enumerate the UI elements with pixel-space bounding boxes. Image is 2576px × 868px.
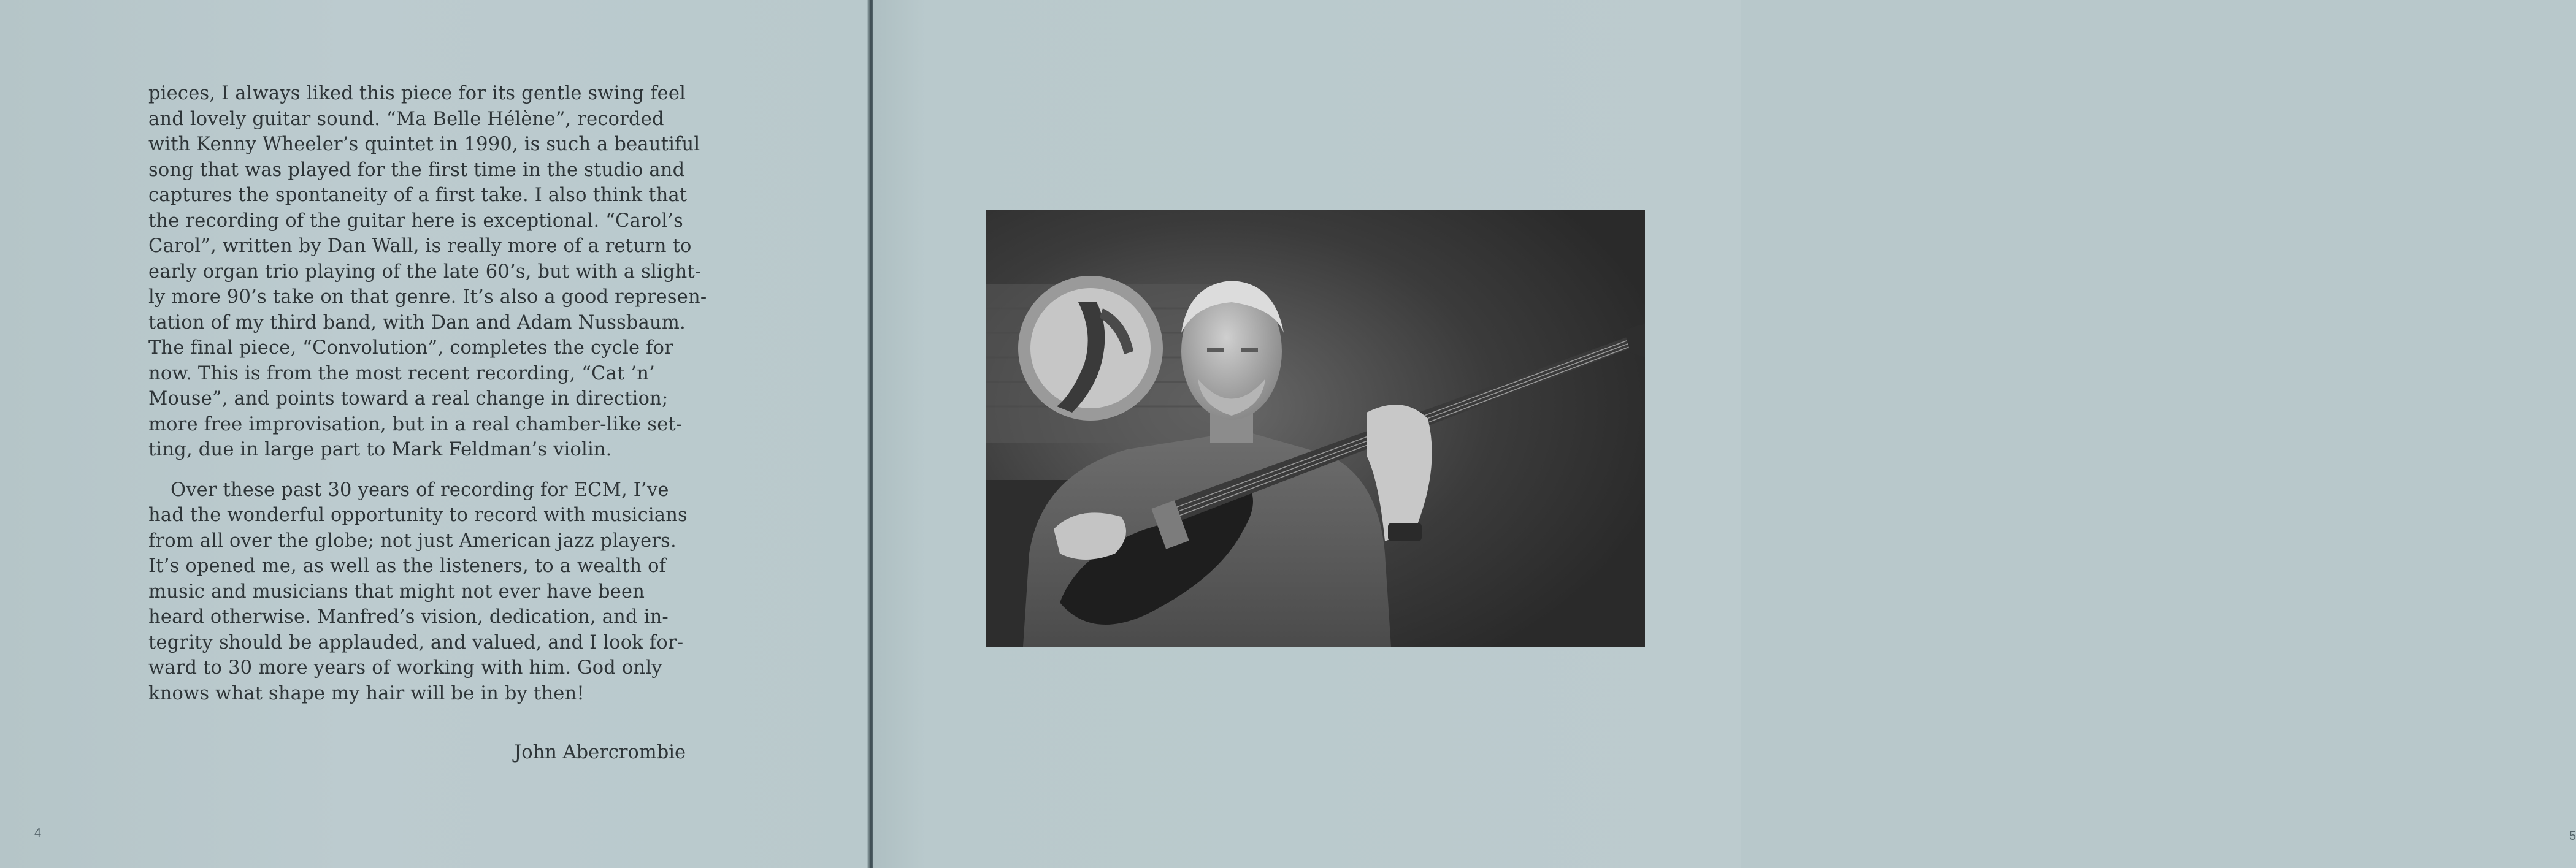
text-line: heard otherwise. Manfred’s vision, dedication, and in- (148, 606, 669, 628)
text-line: It’s opened me, as well as the listeners, to a wealth of (148, 555, 667, 577)
text-line: Mouse”, and points toward a real change in direction; (148, 388, 669, 409)
text-line: and lovely guitar sound. “Ma Belle Hélène”, recorded (148, 108, 664, 130)
text-line: ly more 90’s take on that genre. It’s also a good represen- (148, 286, 707, 308)
text-line: music and musicians that might not ever have been (148, 581, 645, 603)
page-number-right: 5 (2569, 829, 2576, 843)
text-line: ward to 30 more years of working with him. God only (148, 657, 662, 679)
text-line: tegrity should be applauded, and valued, and I look for- (148, 631, 684, 653)
author-signature: John Abercrombie (514, 742, 686, 763)
left-page (0, 0, 871, 868)
paragraph-gap (148, 463, 713, 478)
text-line: now. This is from the most recent recording, “Cat ’n’ (148, 362, 655, 384)
text-line: from all over the globe; not just American jazz players. (148, 530, 677, 552)
paragraph-2 (148, 478, 713, 707)
paragraph-1 (148, 81, 713, 463)
text-line: Carol”, written by Dan Wall, is really more of a return to (148, 235, 692, 257)
text-line: tation of my third band, with Dan and Adam Nussbaum. (148, 311, 686, 333)
text-line: The final piece, “Convolution”, completes the cycle for (148, 337, 673, 359)
text-line: captures the spontaneity of a first take. I also think that (148, 185, 688, 206)
text-line: early organ trio playing of the late 60’s, but with a slight- (148, 261, 702, 283)
text-line: ting, due in large part to Mark Feldman’s violin. (148, 439, 612, 460)
text-line: pieces, I always liked this piece for its gentle swing feel (148, 83, 686, 104)
text-line: Over these past 30 years of recording for ECM, I’ve (171, 479, 669, 501)
text-line: the recording of the guitar here is exceptional. “Carol’s (148, 210, 683, 232)
text-line: song that was played for the first time in the studio and (148, 159, 685, 181)
blues-sign (1018, 276, 1163, 421)
liner-notes-text (148, 81, 713, 706)
photo-illustration (986, 210, 1645, 647)
page-number-left: 4 (34, 826, 42, 840)
text-line: more free improvisation, but in a real chamber-like set- (148, 413, 683, 435)
text-line: knows what shape my hair will be in by then! (148, 682, 585, 704)
text-line: had the wonderful opportunity to record with musicians (148, 504, 688, 526)
text-line: with Kenny Wheeler’s quintet in 1990, is such a beautiful (148, 134, 700, 155)
guitarist-photo (986, 210, 1645, 647)
